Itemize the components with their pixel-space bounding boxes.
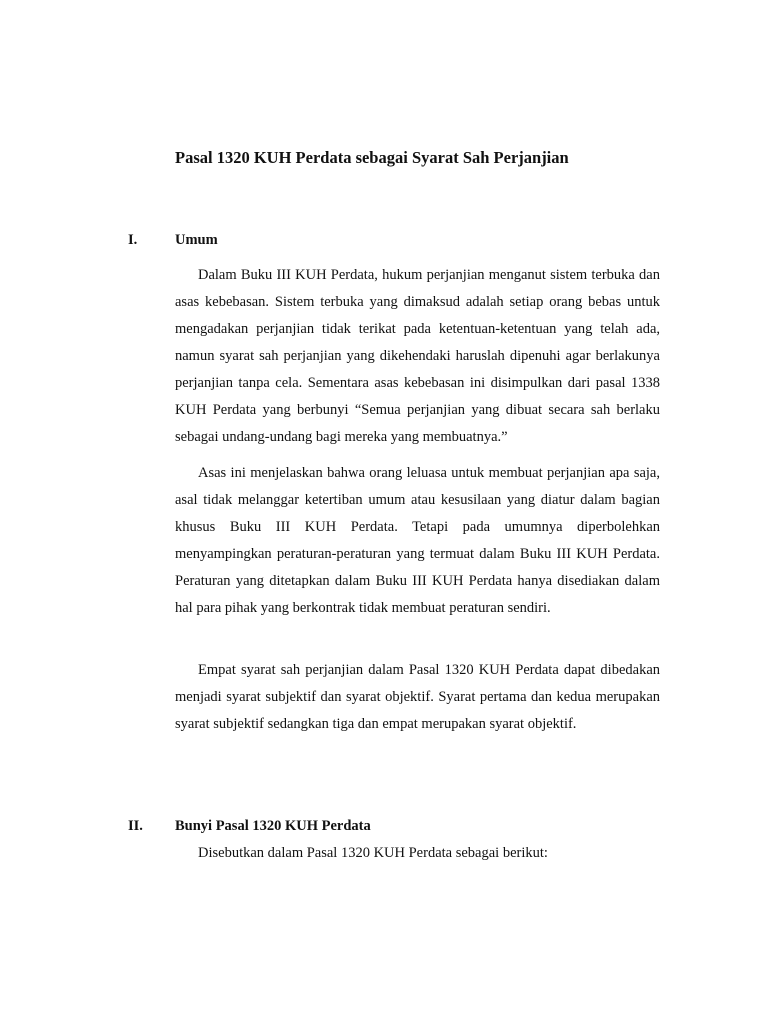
paragraph-asas-kebebasan: Asas ini menjelaskan bahwa orang leluasa untuk membuat perjanjian apa saja, asal tidak melanggar ketertiban umum atau kesusilaan yang diatur dalam bagian khusus Buku III KUH Perdata. Tetapi pada umumnya diperbolehkan menyampingkan peraturan-peraturan yang termuat dalam Buku III KUH Perdata. Peraturan yang ditetapkan dalam Buku III KUH Perdata hanya disediakan dalam hal para pihak yang berkontrak tidak membuat peraturan sendiri. xyxy=(175,465,660,616)
section-title: Bunyi Pasal 1320 KUH Perdata xyxy=(175,818,371,834)
document-title: Pasal 1320 KUH Perdata sebagai Syarat Sah Perjanjian xyxy=(175,148,569,167)
paragraph-sistem-terbuka: Dalam Buku III KUH Perdata, hukum perjanjian menganut sistem terbuka dan asas kebebasan. Sistem terbuka yang dimaksud adalah setiap orang bebas untuk mengadakan perjanjian tidak terikat pada ketentuan-ketentuan yang telah ada, namun syarat sah perjanjian yang dikehendaki haruslah dipenuhi agar berlakunya perjanjian tanpa cela. Sementara asas kebebasan ini disimpulkan dari pasal 1338 KUH Perdata yang berbunyi “Semua perjanjian yang dibuat secara sah berlaku sebagai undang-undang bagi mereka yang membuatnya.” xyxy=(175,267,660,445)
section-number: I. xyxy=(128,232,138,248)
section-number: II. xyxy=(128,818,143,834)
section-title: Umum xyxy=(175,232,218,248)
paragraph-syarat-sah: Empat syarat sah perjanjian dalam Pasal 1320 KUH Perdata dapat dibedakan menjadi syarat subjektif dan syarat objektif. Syarat pertama dan kedua merupakan syarat subjektif sedangkan tiga dan empat merupakan syarat objektif. xyxy=(175,662,660,732)
paragraph-disebutkan: Disebutkan dalam Pasal 1320 KUH Perdata sebagai berikut: xyxy=(198,845,548,861)
